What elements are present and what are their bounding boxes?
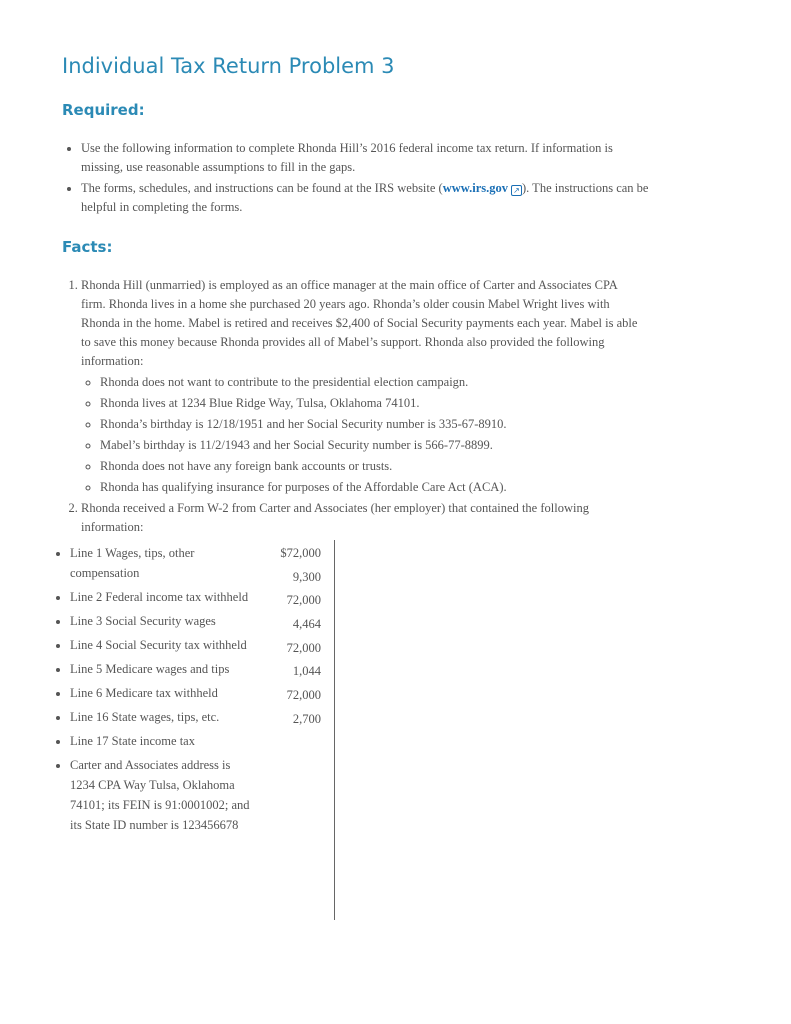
w2-value: 72,000 xyxy=(286,593,321,608)
w2-label: • Line 1 Wages, tips, other compensation xyxy=(70,543,255,583)
w2-value: 72,000 xyxy=(286,640,321,655)
table-divider xyxy=(334,540,335,920)
facts-heading: Facts: xyxy=(62,238,113,256)
list-item: ◦ Rhonda has qualifying insurance for purposes of the Affordable Care Act (ACA). xyxy=(100,478,641,497)
w2-label: • Line 6 Medicare tax withheld xyxy=(70,683,255,703)
w2-value: 9,300 xyxy=(292,569,321,584)
list-item: • The forms, schedules, and instructions can be found at the IRS website (www.irs.gov ↗ ). The instructions can be helpful in completing the forms. xyxy=(81,179,651,217)
w2-value: $72,000 xyxy=(280,546,321,560)
list-item: ◦ Rhonda lives at 1234 Blue Ridge Way, Tulsa, Oklahoma 74101. xyxy=(100,394,641,413)
fact-item: 1. Rhonda Hill (unmarried) is employed as an office manager at the main office of Carter and Associates CPA firm. Rhonda lives in a home she purchased 20 years ago. Rhonda’s older cousin Mabel Wright lives with Rhonda in the home. Mabel is retired and receives $2,400 of Social Security payments each year. Mabel is able to save this money because Rhonda provides all of Mabel’s support. Rhonda also provided the following information: ◦ Rhonda does not want to contribute to the presidential election campaign. ◦ Rhonda lives at 1234 Blue Ridge Way, Tulsa, Oklahoma 74101. ◦ Rhonda’s birthday is 12/18/1951 and her Social Security number is 335-67-8910. ◦ Mabel’s birthday is 11/2/1943 and her Social Security number is 566-77-8899. ◦ Rhonda does not have any foreign bank accounts or trusts. ◦ Rhonda has qualifying insurance for purposes of the Affordable Care Act (ACA). xyxy=(81,276,641,497)
required-heading: Required: xyxy=(62,101,145,119)
w2-label: • Line 17 State income tax xyxy=(70,731,255,751)
list-item: ◦ Rhonda’s birthday is 12/18/1951 and her Social Security number is 335-67-8910. xyxy=(100,415,641,434)
facts-list xyxy=(62,276,641,537)
required-list xyxy=(62,139,651,219)
page-title: Individual Tax Return Problem 3 xyxy=(62,54,395,78)
w2-label: • Line 5 Medicare wages and tips xyxy=(70,659,255,679)
w2-label: • Line 4 Social Security tax withheld xyxy=(70,635,255,655)
list-item: ◦ Rhonda does not want to contribute to the presidential election campaign. xyxy=(100,373,641,392)
w2-label: • Line 3 Social Security wages xyxy=(70,611,255,631)
w2-value: 4,464 xyxy=(292,617,321,632)
irs-link[interactable]: www.irs.gov xyxy=(442,181,508,195)
w2-values xyxy=(250,543,321,733)
fact-sublist xyxy=(81,373,641,497)
w2-value: 72,000 xyxy=(286,688,321,703)
fact-item: 2. Rhonda received a Form W-2 from Carter and Associates (her employer) that contained the following information: xyxy=(81,499,641,537)
w2-label: • Line 16 State wages, tips, etc. xyxy=(70,707,255,727)
list-item: ◦ Mabel’s birthday is 11/2/1943 and her Social Security number is 566-77-8899. xyxy=(100,436,641,455)
w2-label: • Carter and Associates address is 1234 CPA Way Tulsa, Oklahoma 74101; its FEIN is 91:0001002; and its State ID number is 123456678 xyxy=(70,755,255,835)
external-link-icon[interactable]: ↗ xyxy=(511,185,522,196)
w2-value: 2,700 xyxy=(292,711,321,726)
list-item: ◦ Rhonda does not have any foreign bank accounts or trusts. xyxy=(100,457,641,476)
w2-label: • Line 2 Federal income tax withheld xyxy=(70,587,255,607)
w2-value: 1,044 xyxy=(292,664,321,679)
list-item: • Use the following information to complete Rhonda Hill’s 2016 federal income tax return. If information is missing, use reasonable assumptions to fill in the gaps. xyxy=(81,139,651,177)
w2-labels xyxy=(52,543,255,839)
